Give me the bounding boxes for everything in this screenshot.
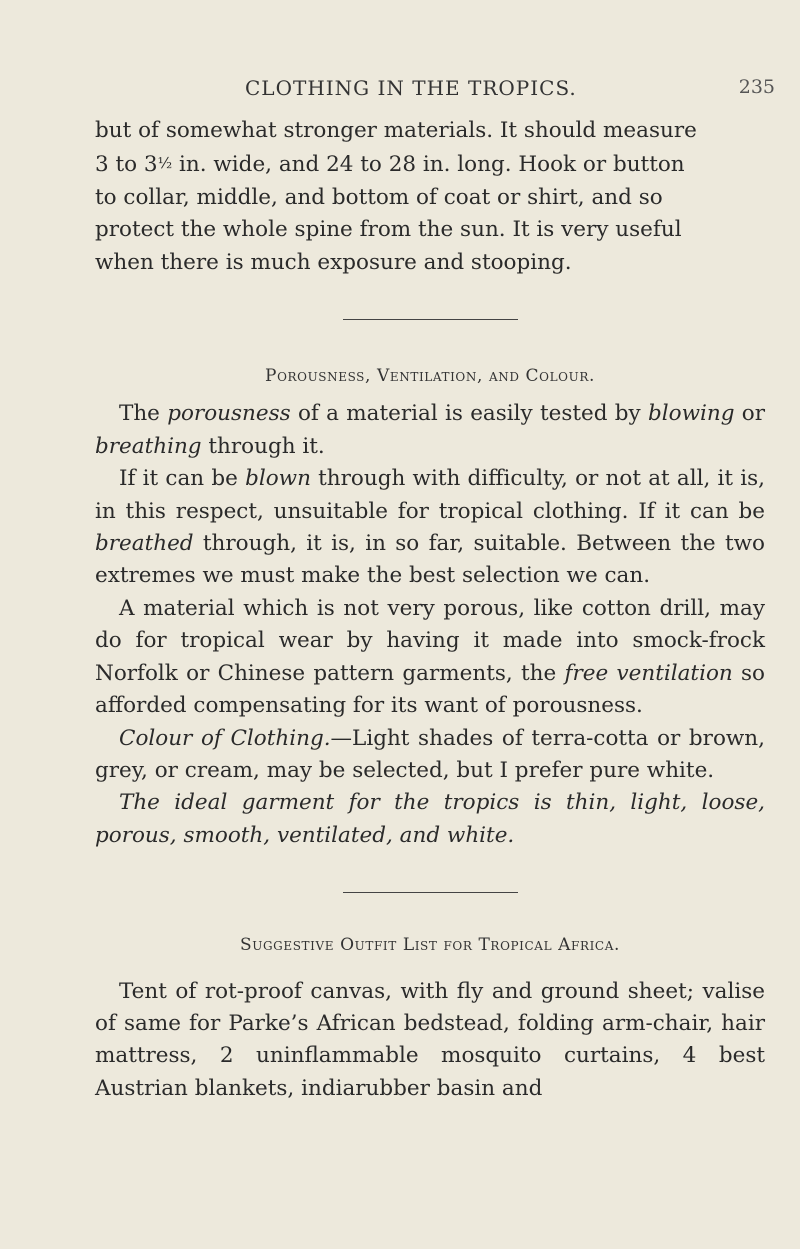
section-heading-outfit-list: Suggestive Outfit List for Tropical Africa. — [240, 935, 620, 956]
page-number: 235 — [738, 76, 775, 98]
running-head-title: CLOTHING IN THE TROPICS. — [245, 76, 577, 100]
paragraph-ideal-garment: The ideal garment for the tropics is thin, light, loose, porous, smooth, ventilated, and white. — [95, 790, 765, 848]
intro-line: 3 to 3½ in. wide, and 24 to 28 in. long. Hook or button — [95, 152, 685, 178]
running-head — [95, 76, 775, 106]
intro-paragraph — [95, 115, 765, 279]
intro-line: but of somewhat stronger materials. It should measure — [95, 118, 697, 143]
intro-line: protect the whole spine from the sun. It is very useful — [95, 217, 682, 243]
section-heading-porousness: Porousness, Ventilation, and Colour. — [265, 366, 595, 387]
paragraph: A material which is not very porous, like cotton drill, may do for tropical wear by having it made into smock-frock Norfolk or Chinese pattern garments, the free ventilation so afforded compensating for its want of porousness. — [95, 595, 765, 719]
paragraph: If it can be blown through with difficulty, or not at all, it is, in this respect, unsuitable for tropical clothing. If it can be breathed through, it is, in so far, suitable. Between the two extremes we must make the best selection we can. — [95, 466, 765, 589]
paragraph: The porousness of a material is easily tested by blowing or breathing through it. — [95, 401, 766, 459]
intro-line: to collar, middle, and bottom of coat or shirt, and so — [95, 184, 663, 210]
paragraph-colour: Colour of Clothing.—Light shades of terra-cotta or brown, grey, or cream, may be selected, but I prefer pure white. — [95, 725, 765, 783]
section-divider — [343, 892, 518, 893]
paragraph: Tent of rot-proof canvas, with fly and ground sheet; valise of same for Parke’s African bedstead, folding arm-chair, hair mattress, 2 uninflammable mosquito curtains, 4 best Austrian blankets, indiarubber basin and — [95, 978, 765, 1101]
intro-line: when there is much exposure and stooping. — [95, 249, 572, 275]
section-divider — [343, 319, 518, 320]
page-body — [95, 115, 765, 1105]
fraction: ½ — [157, 154, 173, 173]
